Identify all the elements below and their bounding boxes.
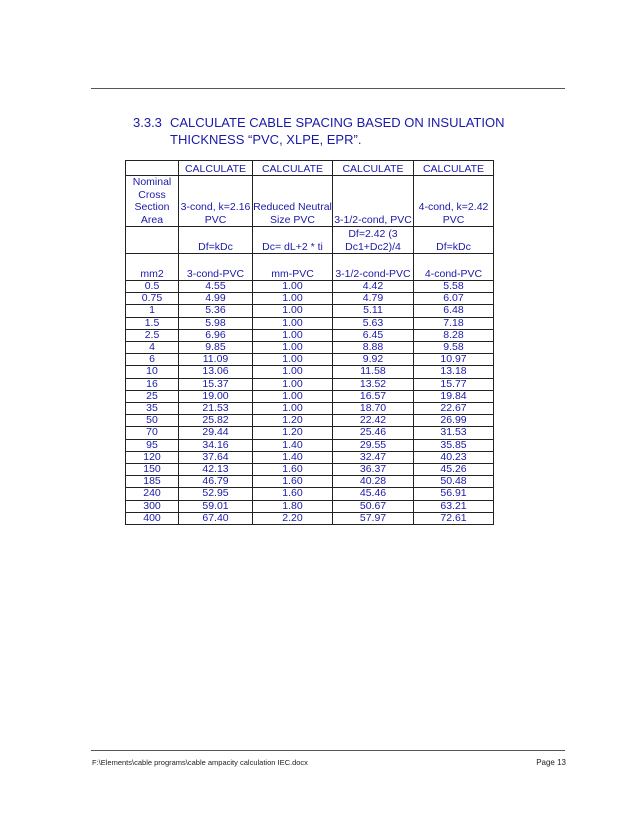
table-cell: 1.00 (253, 354, 333, 366)
table-cell: 1.00 (253, 329, 333, 341)
table-row (126, 500, 494, 512)
table-cell: 4.99 (179, 293, 253, 305)
table-cell: 19.84 (414, 390, 494, 402)
table-cell: 67.40 (179, 512, 253, 524)
table-cell: 1.00 (253, 342, 333, 354)
table-cell: 25.82 (179, 415, 253, 427)
header-cell: 3-1/2-cond, PVC (333, 176, 414, 227)
table-cell: 6.48 (414, 305, 494, 317)
table-cell: 1.00 (253, 281, 333, 293)
header-cell: CALCULATE (253, 161, 333, 176)
table-cell: 25 (126, 390, 179, 402)
table-cell: 1.5 (126, 317, 179, 329)
table-row (126, 439, 494, 451)
table-cell: 1.20 (253, 415, 333, 427)
table-cell: 26.99 (414, 415, 494, 427)
table-row (126, 354, 494, 366)
header-cell: 3-cond, k=2.16 PVC (179, 176, 253, 227)
table-cell: 185 (126, 476, 179, 488)
table-cell: 8.28 (414, 329, 494, 341)
table-cell: 1.00 (253, 366, 333, 378)
header-cell: Df=kDc (179, 227, 253, 254)
table-cell: 240 (126, 488, 179, 500)
footer-rule (91, 750, 565, 751)
header-cell: Nominal Cross Section Area (126, 176, 179, 227)
table-row (126, 476, 494, 488)
header-row-calculate (126, 161, 494, 176)
table-cell: 5.36 (179, 305, 253, 317)
table-cell: 40.23 (414, 451, 494, 463)
table-cell: 31.53 (414, 427, 494, 439)
footer-page-number: Page 13 (536, 758, 566, 767)
table-cell: 50.67 (333, 500, 414, 512)
header-cell: CALCULATE (179, 161, 253, 176)
table-cell: 37.64 (179, 451, 253, 463)
header-cell: CALCULATE (333, 161, 414, 176)
table-cell: 120 (126, 451, 179, 463)
header-cell: mm2 (126, 254, 179, 281)
table-cell: 72.61 (414, 512, 494, 524)
table-cell: 32.47 (333, 451, 414, 463)
table-row (126, 305, 494, 317)
table-cell: 52.95 (179, 488, 253, 500)
table-cell: 150 (126, 464, 179, 476)
table-cell: 300 (126, 500, 179, 512)
table-cell: 45.26 (414, 464, 494, 476)
table-cell: 15.77 (414, 378, 494, 390)
table-cell: 1.00 (253, 403, 333, 415)
header-row-unit (126, 254, 494, 281)
section-title: CALCULATE CABLE SPACING BASED ON INSULATION THICKNESS “PVC, XLPE, EPR”. (170, 115, 505, 147)
table-cell: 4 (126, 342, 179, 354)
table-cell: 1.00 (253, 293, 333, 305)
table-row (126, 464, 494, 476)
table-cell: 15.37 (179, 378, 253, 390)
table-cell: 0.5 (126, 281, 179, 293)
table-cell: 1.00 (253, 317, 333, 329)
table-cell: 7.18 (414, 317, 494, 329)
table-cell: 8.88 (333, 342, 414, 354)
table-cell: 6.45 (333, 329, 414, 341)
table-cell: 9.92 (333, 354, 414, 366)
table-cell: 5.58 (414, 281, 494, 293)
table-cell: 22.67 (414, 403, 494, 415)
table-cell: 10.97 (414, 354, 494, 366)
table-row (126, 329, 494, 341)
table-cell: 1.60 (253, 464, 333, 476)
table-cell: 59.01 (179, 500, 253, 512)
table-row (126, 390, 494, 402)
table-cell: 5.11 (333, 305, 414, 317)
table-row (126, 427, 494, 439)
table-cell: 21.53 (179, 403, 253, 415)
table-cell: 1.60 (253, 488, 333, 500)
header-row-description (126, 176, 494, 227)
table-cell: 42.13 (179, 464, 253, 476)
table-cell: 5.63 (333, 317, 414, 329)
table-cell: 70 (126, 427, 179, 439)
table-cell: 9.85 (179, 342, 253, 354)
table-row (126, 378, 494, 390)
table-cell: 4.55 (179, 281, 253, 293)
table-cell: 11.58 (333, 366, 414, 378)
table-cell: 40.28 (333, 476, 414, 488)
table-row (126, 366, 494, 378)
table-cell: 4.42 (333, 281, 414, 293)
header-cell: 4-cond, k=2.42 PVC (414, 176, 494, 227)
header-cell: 3-cond-PVC (179, 254, 253, 281)
footer-file-path: F:\Elements\cable programs\cable ampacity calculation IEC.docx (92, 758, 308, 767)
table-cell: 18.70 (333, 403, 414, 415)
table-row (126, 342, 494, 354)
table-cell: 25.46 (333, 427, 414, 439)
header-row-formula (126, 227, 494, 254)
table-cell: 16 (126, 378, 179, 390)
table-cell: 22.42 (333, 415, 414, 427)
table-row (126, 317, 494, 329)
header-cell: 4-cond-PVC (414, 254, 494, 281)
table-cell: 4.79 (333, 293, 414, 305)
table-cell: 1.00 (253, 305, 333, 317)
table-cell: 400 (126, 512, 179, 524)
table-cell: 6 (126, 354, 179, 366)
table-cell: 50.48 (414, 476, 494, 488)
section-number: 3.3.3 (133, 115, 162, 130)
table-cell: 5.98 (179, 317, 253, 329)
header-cell (126, 227, 179, 254)
table-cell: 34.16 (179, 439, 253, 451)
header-cell: 3-1/2-cond-PVC (333, 254, 414, 281)
table-cell: 35.85 (414, 439, 494, 451)
table-cell: 16.57 (333, 390, 414, 402)
table-cell: 46.79 (179, 476, 253, 488)
header-cell: Reduced Neutral Size PVC (253, 176, 333, 227)
table-cell: 19.00 (179, 390, 253, 402)
table-row (126, 451, 494, 463)
table-cell: 10 (126, 366, 179, 378)
table-cell: 50 (126, 415, 179, 427)
table-cell: 1.00 (253, 390, 333, 402)
cable-spacing-table (125, 160, 494, 525)
header-cell: mm-PVC (253, 254, 333, 281)
table-cell: 1.40 (253, 451, 333, 463)
table-row (126, 281, 494, 293)
table-cell: 56.91 (414, 488, 494, 500)
header-cell: Df=kDc (414, 227, 494, 254)
table-cell: 1.60 (253, 476, 333, 488)
table-cell: 6.07 (414, 293, 494, 305)
table-cell: 95 (126, 439, 179, 451)
table-row (126, 512, 494, 524)
table-cell: 36.37 (333, 464, 414, 476)
table-row (126, 415, 494, 427)
table-cell: 1.80 (253, 500, 333, 512)
header-cell: Df=2.42 (3 Dc1+Dc2)/4 (333, 227, 414, 254)
table-cell: 13.18 (414, 366, 494, 378)
header-cell: Dc= dL+2 * ti (253, 227, 333, 254)
table-cell: 2.5 (126, 329, 179, 341)
table-row (126, 488, 494, 500)
table-cell: 1.00 (253, 378, 333, 390)
table-cell: 1.20 (253, 427, 333, 439)
table-row (126, 293, 494, 305)
table-cell: 13.52 (333, 378, 414, 390)
table-cell: 1.40 (253, 439, 333, 451)
table-cell: 57.97 (333, 512, 414, 524)
table-cell: 0.75 (126, 293, 179, 305)
table-cell: 2.20 (253, 512, 333, 524)
table-cell: 6.96 (179, 329, 253, 341)
table-cell: 63.21 (414, 500, 494, 512)
table-cell: 13.06 (179, 366, 253, 378)
table-cell: 35 (126, 403, 179, 415)
table-cell: 29.55 (333, 439, 414, 451)
table-cell: 1 (126, 305, 179, 317)
header-cell: CALCULATE (414, 161, 494, 176)
table-row (126, 403, 494, 415)
header-rule (91, 88, 565, 89)
table-cell: 9.58 (414, 342, 494, 354)
table-cell: 11.09 (179, 354, 253, 366)
header-cell (126, 161, 179, 176)
table-cell: 45.46 (333, 488, 414, 500)
table-cell: 29.44 (179, 427, 253, 439)
